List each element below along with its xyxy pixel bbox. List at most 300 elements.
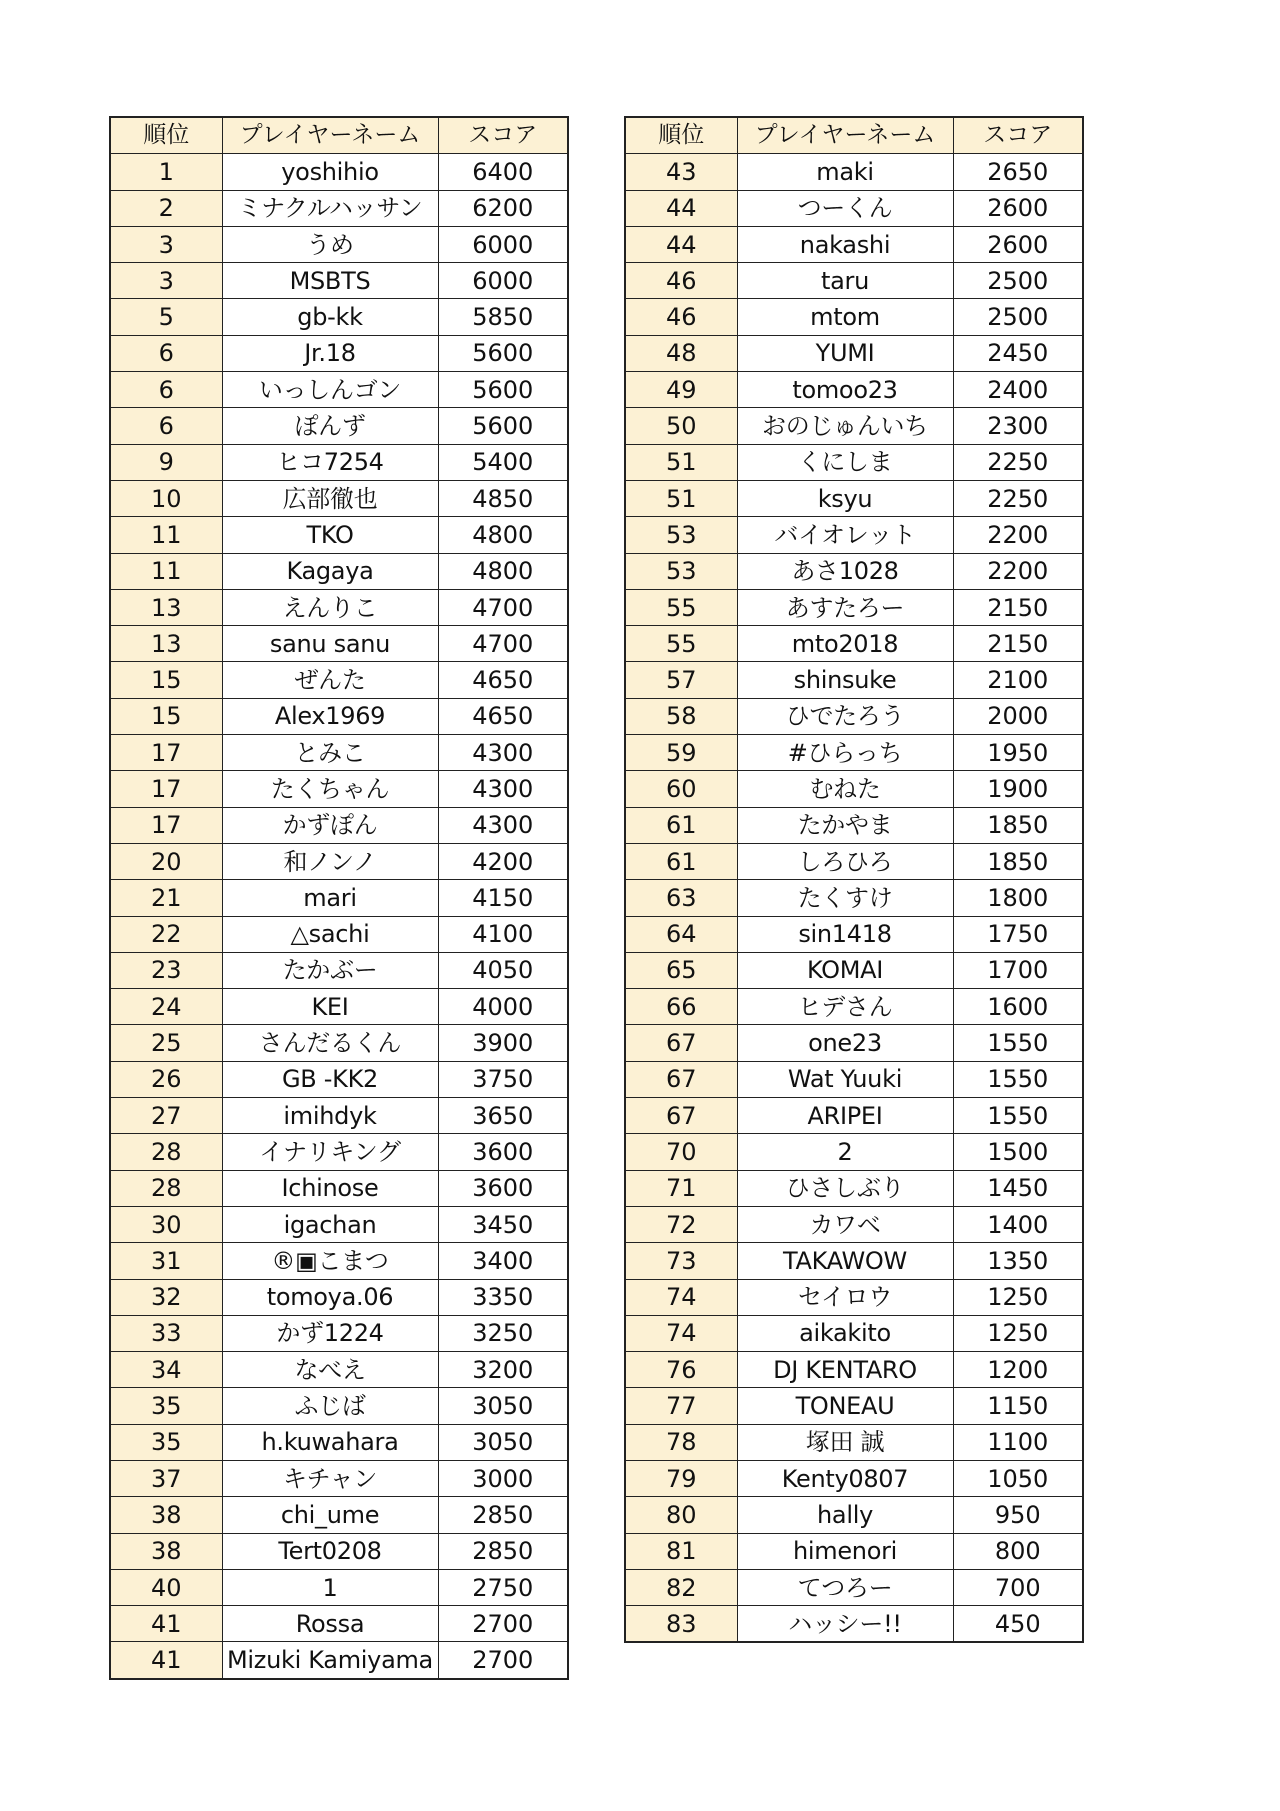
table-row xyxy=(625,843,1083,879)
score-cell: 700 xyxy=(953,1569,1083,1605)
name-cell: h.kuwahara xyxy=(222,1424,438,1460)
rank-cell: 80 xyxy=(625,1497,737,1533)
table-row xyxy=(110,626,568,662)
name-cell: Jr.18 xyxy=(222,335,438,371)
table-row xyxy=(625,771,1083,807)
score-cell: 1750 xyxy=(953,916,1083,952)
ranking-table-right xyxy=(624,116,1084,1643)
score-cell: 4800 xyxy=(438,517,568,553)
score-cell: 2850 xyxy=(438,1497,568,1533)
table-row xyxy=(110,1243,568,1279)
score-cell: 3200 xyxy=(438,1352,568,1388)
rank-cell: 77 xyxy=(625,1388,737,1424)
rank-cell: 22 xyxy=(110,916,222,952)
score-cell: 1550 xyxy=(953,1061,1083,1097)
rank-cell: 5 xyxy=(110,299,222,335)
rank-cell: 34 xyxy=(110,1352,222,1388)
rank-cell: 66 xyxy=(625,989,737,1025)
name-cell: キチャン xyxy=(222,1460,438,1496)
table-row xyxy=(625,553,1083,589)
name-cell: 広部徹也 xyxy=(222,480,438,516)
score-cell: 2600 xyxy=(953,226,1083,262)
table-row xyxy=(110,372,568,408)
score-cell: 1950 xyxy=(953,735,1083,771)
name-cell: かず1224 xyxy=(222,1315,438,1351)
table-row xyxy=(625,408,1083,444)
rank-cell: 81 xyxy=(625,1533,737,1569)
rank-cell: 11 xyxy=(110,517,222,553)
table-row xyxy=(110,1134,568,1170)
table-row xyxy=(625,589,1083,625)
table-row xyxy=(625,1424,1083,1460)
rank-cell: 79 xyxy=(625,1460,737,1496)
score-cell: 1100 xyxy=(953,1424,1083,1460)
score-cell: 3450 xyxy=(438,1206,568,1242)
rank-cell: 13 xyxy=(110,626,222,662)
score-cell: 1550 xyxy=(953,1098,1083,1134)
table-row xyxy=(625,1497,1083,1533)
name-cell: 2 xyxy=(737,1134,953,1170)
table-row xyxy=(110,263,568,299)
name-cell: Wat Yuuki xyxy=(737,1061,953,1097)
name-cell: gb-kk xyxy=(222,299,438,335)
score-cell: 2000 xyxy=(953,698,1083,734)
table-row xyxy=(625,916,1083,952)
score-cell: 4650 xyxy=(438,698,568,734)
score-cell: 4100 xyxy=(438,916,568,952)
header-rank: 順位 xyxy=(625,117,737,154)
rank-cell: 57 xyxy=(625,662,737,698)
table-row xyxy=(110,408,568,444)
table-row xyxy=(625,299,1083,335)
table-row xyxy=(110,154,568,190)
score-cell: 6200 xyxy=(438,190,568,226)
name-cell: さんだるくん xyxy=(222,1025,438,1061)
name-cell: TONEAU xyxy=(737,1388,953,1424)
table-row xyxy=(625,989,1083,1025)
table-row xyxy=(625,880,1083,916)
table-row xyxy=(110,444,568,480)
table-row xyxy=(625,626,1083,662)
score-cell: 3000 xyxy=(438,1460,568,1496)
score-cell: 1600 xyxy=(953,989,1083,1025)
table-row xyxy=(625,517,1083,553)
table-row xyxy=(625,1243,1083,1279)
rank-cell: 9 xyxy=(110,444,222,480)
table-row xyxy=(625,263,1083,299)
rank-cell: 26 xyxy=(110,1061,222,1097)
name-cell: #ひらっち xyxy=(737,735,953,771)
name-cell: sin1418 xyxy=(737,916,953,952)
name-cell: あさ1028 xyxy=(737,553,953,589)
table-row xyxy=(625,335,1083,371)
name-cell: taru xyxy=(737,263,953,299)
table-row xyxy=(110,1460,568,1496)
name-cell: かずぽん xyxy=(222,807,438,843)
score-cell: 1900 xyxy=(953,771,1083,807)
name-cell: イナリキング xyxy=(222,1134,438,1170)
score-cell: 1700 xyxy=(953,952,1083,988)
rank-cell: 63 xyxy=(625,880,737,916)
table-row xyxy=(110,843,568,879)
table-row xyxy=(110,771,568,807)
table-row xyxy=(110,1098,568,1134)
rank-cell: 10 xyxy=(110,480,222,516)
table-row xyxy=(110,1642,568,1679)
rank-cell: 25 xyxy=(110,1025,222,1061)
table-row xyxy=(110,880,568,916)
score-cell: 5600 xyxy=(438,335,568,371)
header-score: スコア xyxy=(438,117,568,154)
rank-cell: 59 xyxy=(625,735,737,771)
rank-cell: 61 xyxy=(625,807,737,843)
rank-cell: 50 xyxy=(625,408,737,444)
rank-cell: 35 xyxy=(110,1388,222,1424)
score-cell: 2150 xyxy=(953,626,1083,662)
score-cell: 3750 xyxy=(438,1061,568,1097)
rank-cell: 53 xyxy=(625,553,737,589)
table-row xyxy=(625,1206,1083,1242)
rank-cell: 67 xyxy=(625,1025,737,1061)
rank-cell: 37 xyxy=(110,1460,222,1496)
name-cell: Ichinose xyxy=(222,1170,438,1206)
score-cell: 4850 xyxy=(438,480,568,516)
table-row xyxy=(110,190,568,226)
score-cell: 4300 xyxy=(438,807,568,843)
name-cell: nakashi xyxy=(737,226,953,262)
table-row xyxy=(110,299,568,335)
rank-cell: 38 xyxy=(110,1533,222,1569)
score-cell: 4700 xyxy=(438,626,568,662)
name-cell: ヒデさん xyxy=(737,989,953,1025)
name-cell: shinsuke xyxy=(737,662,953,698)
score-cell: 3250 xyxy=(438,1315,568,1351)
table-row xyxy=(625,807,1083,843)
name-cell: ひでたろう xyxy=(737,698,953,734)
rank-cell: 17 xyxy=(110,807,222,843)
name-cell: ぽんず xyxy=(222,408,438,444)
name-cell: TKO xyxy=(222,517,438,553)
name-cell: MSBTS xyxy=(222,263,438,299)
table-row xyxy=(625,952,1083,988)
name-cell: mto2018 xyxy=(737,626,953,662)
name-cell: えんりこ xyxy=(222,589,438,625)
rank-cell: 31 xyxy=(110,1243,222,1279)
rank-cell: 2 xyxy=(110,190,222,226)
table-row xyxy=(625,372,1083,408)
name-cell: one23 xyxy=(737,1025,953,1061)
rank-cell: 46 xyxy=(625,263,737,299)
rank-cell: 27 xyxy=(110,1098,222,1134)
table-row xyxy=(625,1315,1083,1351)
table-row xyxy=(625,190,1083,226)
rank-cell: 17 xyxy=(110,735,222,771)
score-cell: 1450 xyxy=(953,1170,1083,1206)
score-cell: 3050 xyxy=(438,1424,568,1460)
name-cell: ®▣こまつ xyxy=(222,1243,438,1279)
name-cell: 1 xyxy=(222,1569,438,1605)
rank-cell: 74 xyxy=(625,1315,737,1351)
name-cell: hally xyxy=(737,1497,953,1533)
rank-cell: 51 xyxy=(625,480,737,516)
table-row xyxy=(625,1352,1083,1388)
name-cell: GB -KK2 xyxy=(222,1061,438,1097)
score-cell: 1550 xyxy=(953,1025,1083,1061)
table-row xyxy=(110,553,568,589)
score-cell: 950 xyxy=(953,1497,1083,1533)
score-cell: 4300 xyxy=(438,771,568,807)
name-cell: ミナクルハッサン xyxy=(222,190,438,226)
rank-cell: 11 xyxy=(110,553,222,589)
table-row xyxy=(110,1569,568,1605)
name-cell: くにしま xyxy=(737,444,953,480)
name-cell: とみこ xyxy=(222,735,438,771)
score-cell: 4650 xyxy=(438,662,568,698)
score-cell: 1500 xyxy=(953,1134,1083,1170)
name-cell: yoshihio xyxy=(222,154,438,190)
name-cell: カワベ xyxy=(737,1206,953,1242)
name-cell: むねた xyxy=(737,771,953,807)
table-row xyxy=(110,1315,568,1351)
name-cell: ふじば xyxy=(222,1388,438,1424)
table-row xyxy=(110,1606,568,1642)
rank-cell: 64 xyxy=(625,916,737,952)
score-cell: 1050 xyxy=(953,1460,1083,1496)
table-row xyxy=(110,952,568,988)
rank-cell: 32 xyxy=(110,1279,222,1315)
name-cell: mari xyxy=(222,880,438,916)
name-cell: chi_ume xyxy=(222,1497,438,1533)
rank-cell: 60 xyxy=(625,771,737,807)
rank-cell: 41 xyxy=(110,1642,222,1679)
score-cell: 2150 xyxy=(953,589,1083,625)
rank-cell: 28 xyxy=(110,1170,222,1206)
ranking-rows-left xyxy=(110,154,568,1679)
name-cell: sanu sanu xyxy=(222,626,438,662)
rank-cell: 6 xyxy=(110,372,222,408)
score-cell: 2200 xyxy=(953,517,1083,553)
score-cell: 2750 xyxy=(438,1569,568,1605)
table-row xyxy=(110,698,568,734)
rank-cell: 83 xyxy=(625,1606,737,1643)
rank-cell: 6 xyxy=(110,408,222,444)
score-cell: 5600 xyxy=(438,372,568,408)
score-cell: 1200 xyxy=(953,1352,1083,1388)
table-row xyxy=(110,1497,568,1533)
score-cell: 1350 xyxy=(953,1243,1083,1279)
score-cell: 5850 xyxy=(438,299,568,335)
table-row xyxy=(110,916,568,952)
rank-cell: 1 xyxy=(110,154,222,190)
score-cell: 2850 xyxy=(438,1533,568,1569)
name-cell: ハッシー!! xyxy=(737,1606,953,1643)
rank-cell: 15 xyxy=(110,698,222,734)
table-row xyxy=(110,1352,568,1388)
rank-cell: 67 xyxy=(625,1098,737,1134)
rank-cell: 40 xyxy=(110,1569,222,1605)
score-cell: 6000 xyxy=(438,263,568,299)
rank-cell: 35 xyxy=(110,1424,222,1460)
name-cell: あすたろー xyxy=(737,589,953,625)
ranking-table-left xyxy=(109,116,569,1680)
name-cell: DJ KENTARO xyxy=(737,1352,953,1388)
table-row xyxy=(625,1460,1083,1496)
name-cell: セイロウ xyxy=(737,1279,953,1315)
score-cell: 2700 xyxy=(438,1606,568,1642)
table-row xyxy=(625,480,1083,516)
name-cell: himenori xyxy=(737,1533,953,1569)
score-cell: 4000 xyxy=(438,989,568,1025)
score-cell: 5600 xyxy=(438,408,568,444)
table-row xyxy=(110,1424,568,1460)
table-row xyxy=(110,1388,568,1424)
rank-cell: 48 xyxy=(625,335,737,371)
name-cell: たくちゃん xyxy=(222,771,438,807)
score-cell: 3400 xyxy=(438,1243,568,1279)
score-cell: 3600 xyxy=(438,1170,568,1206)
score-cell: 1800 xyxy=(953,880,1083,916)
rank-cell: 74 xyxy=(625,1279,737,1315)
table-row xyxy=(110,662,568,698)
rank-cell: 3 xyxy=(110,226,222,262)
rank-cell: 46 xyxy=(625,299,737,335)
table-row xyxy=(625,1388,1083,1424)
table-row xyxy=(625,1606,1083,1643)
table-row xyxy=(625,1170,1083,1206)
name-cell: imihdyk xyxy=(222,1098,438,1134)
name-cell: しろひろ xyxy=(737,843,953,879)
rank-cell: 53 xyxy=(625,517,737,553)
rank-cell: 82 xyxy=(625,1569,737,1605)
rank-cell: 13 xyxy=(110,589,222,625)
score-cell: 2450 xyxy=(953,335,1083,371)
score-cell: 2300 xyxy=(953,408,1083,444)
rank-cell: 15 xyxy=(110,662,222,698)
score-cell: 3650 xyxy=(438,1098,568,1134)
name-cell: バイオレット xyxy=(737,517,953,553)
rank-cell: 51 xyxy=(625,444,737,480)
table-row xyxy=(625,1025,1083,1061)
name-cell: たかぶー xyxy=(222,952,438,988)
score-cell: 2650 xyxy=(953,154,1083,190)
name-cell: △sachi xyxy=(222,916,438,952)
table-row xyxy=(625,1279,1083,1315)
ranking-rows-right xyxy=(625,154,1083,1643)
rank-cell: 23 xyxy=(110,952,222,988)
name-cell: KEI xyxy=(222,989,438,1025)
name-cell: tomoya.06 xyxy=(222,1279,438,1315)
table-row xyxy=(625,226,1083,262)
table-row xyxy=(110,589,568,625)
score-cell: 4800 xyxy=(438,553,568,589)
rank-cell: 28 xyxy=(110,1134,222,1170)
score-cell: 800 xyxy=(953,1533,1083,1569)
name-cell: たくすけ xyxy=(737,880,953,916)
table-row xyxy=(625,662,1083,698)
name-cell: YUMI xyxy=(737,335,953,371)
score-cell: 3050 xyxy=(438,1388,568,1424)
table-row xyxy=(625,1098,1083,1134)
name-cell: KOMAI xyxy=(737,952,953,988)
score-cell: 4200 xyxy=(438,843,568,879)
name-cell: Rossa xyxy=(222,1606,438,1642)
rank-cell: 17 xyxy=(110,771,222,807)
rank-cell: 33 xyxy=(110,1315,222,1351)
table-row xyxy=(625,1134,1083,1170)
score-cell: 6000 xyxy=(438,226,568,262)
table-row xyxy=(110,1025,568,1061)
name-cell: てつろー xyxy=(737,1569,953,1605)
rank-cell: 55 xyxy=(625,626,737,662)
table-row xyxy=(110,1061,568,1097)
score-cell: 5400 xyxy=(438,444,568,480)
name-cell: つーくん xyxy=(737,190,953,226)
header-player-name: プレイヤーネーム xyxy=(737,117,953,154)
table-row xyxy=(625,698,1083,734)
rank-cell: 67 xyxy=(625,1061,737,1097)
table-row xyxy=(625,1533,1083,1569)
score-cell: 3350 xyxy=(438,1279,568,1315)
name-cell: ARIPEI xyxy=(737,1098,953,1134)
score-cell: 3900 xyxy=(438,1025,568,1061)
name-cell: ヒコ7254 xyxy=(222,444,438,480)
rank-cell: 24 xyxy=(110,989,222,1025)
rank-cell: 65 xyxy=(625,952,737,988)
score-cell: 1250 xyxy=(953,1279,1083,1315)
table-header-row xyxy=(625,117,1083,154)
score-cell: 2700 xyxy=(438,1642,568,1679)
table-row xyxy=(110,807,568,843)
table-row xyxy=(110,517,568,553)
name-cell: Kenty0807 xyxy=(737,1460,953,1496)
table-row xyxy=(110,226,568,262)
name-cell: TAKAWOW xyxy=(737,1243,953,1279)
rank-cell: 58 xyxy=(625,698,737,734)
rank-cell: 55 xyxy=(625,589,737,625)
score-cell: 6400 xyxy=(438,154,568,190)
rank-cell: 72 xyxy=(625,1206,737,1242)
table-header-row xyxy=(110,117,568,154)
table-row xyxy=(625,1061,1083,1097)
score-cell: 4700 xyxy=(438,589,568,625)
header-rank: 順位 xyxy=(110,117,222,154)
score-cell: 450 xyxy=(953,1606,1083,1643)
table-row xyxy=(625,1569,1083,1605)
table-row xyxy=(110,1279,568,1315)
table-row xyxy=(110,989,568,1025)
score-cell: 2400 xyxy=(953,372,1083,408)
name-cell: 和ノンノ xyxy=(222,843,438,879)
table-row xyxy=(110,1170,568,1206)
name-cell: aikakito xyxy=(737,1315,953,1351)
table-row xyxy=(110,735,568,771)
table-row xyxy=(110,335,568,371)
rank-cell: 38 xyxy=(110,1497,222,1533)
table-row xyxy=(110,1533,568,1569)
name-cell: igachan xyxy=(222,1206,438,1242)
rank-cell: 78 xyxy=(625,1424,737,1460)
score-cell: 2100 xyxy=(953,662,1083,698)
rank-cell: 21 xyxy=(110,880,222,916)
table-row xyxy=(110,1206,568,1242)
score-cell: 1850 xyxy=(953,807,1083,843)
name-cell: mtom xyxy=(737,299,953,335)
score-cell: 1150 xyxy=(953,1388,1083,1424)
rank-cell: 44 xyxy=(625,226,737,262)
name-cell: Kagaya xyxy=(222,553,438,589)
header-score: スコア xyxy=(953,117,1083,154)
rank-cell: 44 xyxy=(625,190,737,226)
